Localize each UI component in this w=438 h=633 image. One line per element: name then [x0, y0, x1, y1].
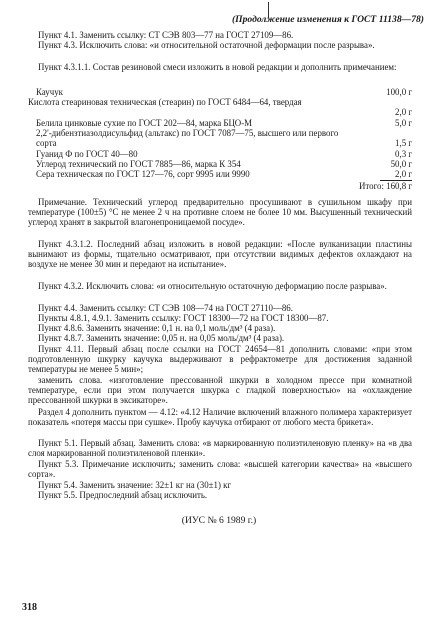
paragraph-4-1: Пункт 4.1. Заменить ссылку: СТ СЭВ 803—77 на ГОСТ 27109—86.: [38, 30, 294, 40]
ius-reference: (ИУС № 6 1989 г.): [181, 515, 257, 526]
ingredient-name: Каучук: [36, 87, 63, 97]
ingredient-name: Углерод технический по ГОСТ 7885—86, марка К 354: [36, 159, 241, 169]
paragraph-4-8-6: Пункт 4.8.6. Заменить значение: 0,1 н. на 0,1 моль/дм³ (4 раза).: [38, 323, 276, 333]
ingredient-name: Сера техническая по ГОСТ 127—76, сорт 9995 или 9990: [36, 169, 250, 179]
continuation-header: (Продолжение изменения к ГОСТ 11138—78): [231, 14, 424, 25]
ingredient-amount: 0,3 г: [395, 149, 412, 159]
paragraph-5-3: Пункт 5.3. Примечание исключить; заменить слова: «высшей категории качества» на «высшего сорта».: [28, 459, 412, 480]
ingredient-amount: 100,0 г: [386, 87, 412, 97]
ingredient-name: Кислота стеариновая техническая (стеарин) по ГОСТ 6484—64, твердая: [28, 97, 302, 107]
section-4-addition: Раздел 4 дополнить пунктом — 4.12: «4.12 Наличие включений влажного полимера характеризует показатель «потеря массы при сушке». Пробу каучука отбирают от любого места брикета».: [28, 407, 412, 428]
ingredient-amount: 2,0 г: [395, 107, 412, 117]
paragraph-4-8-7: Пункт 4.8.7. Заменить значение: 0,05 н. на 0,05 моль/дм³ (4 раза).: [38, 333, 285, 343]
ingredient-amount: 50,0 г: [390, 159, 412, 169]
paragraph-4-8-1: Пункты 4.8.1, 4.9.1. Заменить ссылку: ГОСТ 18300—72 на ГОСТ 18300—87.: [38, 313, 329, 323]
paragraph-4-3-1-1: Пункт 4.3.1.1. Состав резиновой смеси изложить в новой редакции и дополнить примечанием:: [38, 62, 397, 72]
ingredient-amount: 1,5 г: [395, 138, 412, 148]
paragraph-5-1: Пункт 5.1. Первый абзац. Заменить слова: «в маркированную полиэтиленовую пленку» на «в два слоя маркированной полиэтиленовой пленки».: [28, 438, 412, 459]
paragraph-4-4: Пункт 4.4. Заменить ссылку: СТ СЭВ 108—74 на ГОСТ 27110—86.: [38, 303, 293, 313]
ingredient-name: Белила цинковые сухие по ГОСТ 202—84, марка БЦО-М: [36, 118, 253, 128]
paragraph-4-3-1-2: Пункт 4.3.1.2. Последний абзац изложить в новой редакции: «После вулканизации пластины вынимают из формы, тщательно осматривают, при отсутствии видимых дефектов охлаждают на воздухе не менее 30 мин и передают на испытание».: [28, 239, 412, 270]
ingredient-name: 2,2'-дибензтиазолдисульфид (альтакс) по ГОСТ 7087—75, высшего или первого сорта: [36, 128, 339, 149]
paragraph-5-5: Пункт 5.5. Предпоследний абзац исключить.: [38, 490, 208, 500]
note-paragraph: Примечание. Технический углерод предварительно просушивают в сушильном шкафу при температуре (100±5) °С не менее 2 ч на противне слоем не более 10 мм. Высушенный технический углерод хранят в закрытой влагонепроницаемой посуде».: [28, 197, 412, 228]
paragraph-4-11: Пункт 4.11. Первый абзац после ссылки на ГОСТ 24654—81 дополнить словами: «при этом подготовленную шкурку каучука выдерживают в рефрактометре для достижения заданной температуры не менее 5 мин»;: [28, 344, 412, 375]
ingredient-name: Гуанид Ф по ГОСТ 40—80: [36, 149, 138, 159]
composition-total: Итого: 160,8 г: [359, 181, 412, 191]
paragraph-5-4: Пункт 5.4. Заменить значение: 32±1 кг на (30±1) кг: [38, 480, 232, 490]
ingredient-amount: 2,0 г: [395, 169, 412, 179]
composition-row: [28, 128, 412, 148]
paragraph-4-3-2: Пункт 4.3.2. Исключить слова: «и относительную остаточную деформацию после разрыва».: [38, 281, 387, 291]
paragraph-4-3: Пункт 4.3. Исключить слова: «и относительной остаточной деформации после разрыва».: [38, 40, 375, 50]
ingredient-amount: 5,0 г: [395, 118, 412, 128]
composition-row: [28, 97, 412, 117]
page-number: 318: [22, 602, 37, 613]
paragraph-4-11-replace: заменить слова. «изготовление прессованной шкурки в холодном прессе при комнатной температуре, если при этом получается шкурка с гладкой поверхностью» на «охлаждение прессованной шкурки в эксикаторе».: [28, 375, 412, 406]
